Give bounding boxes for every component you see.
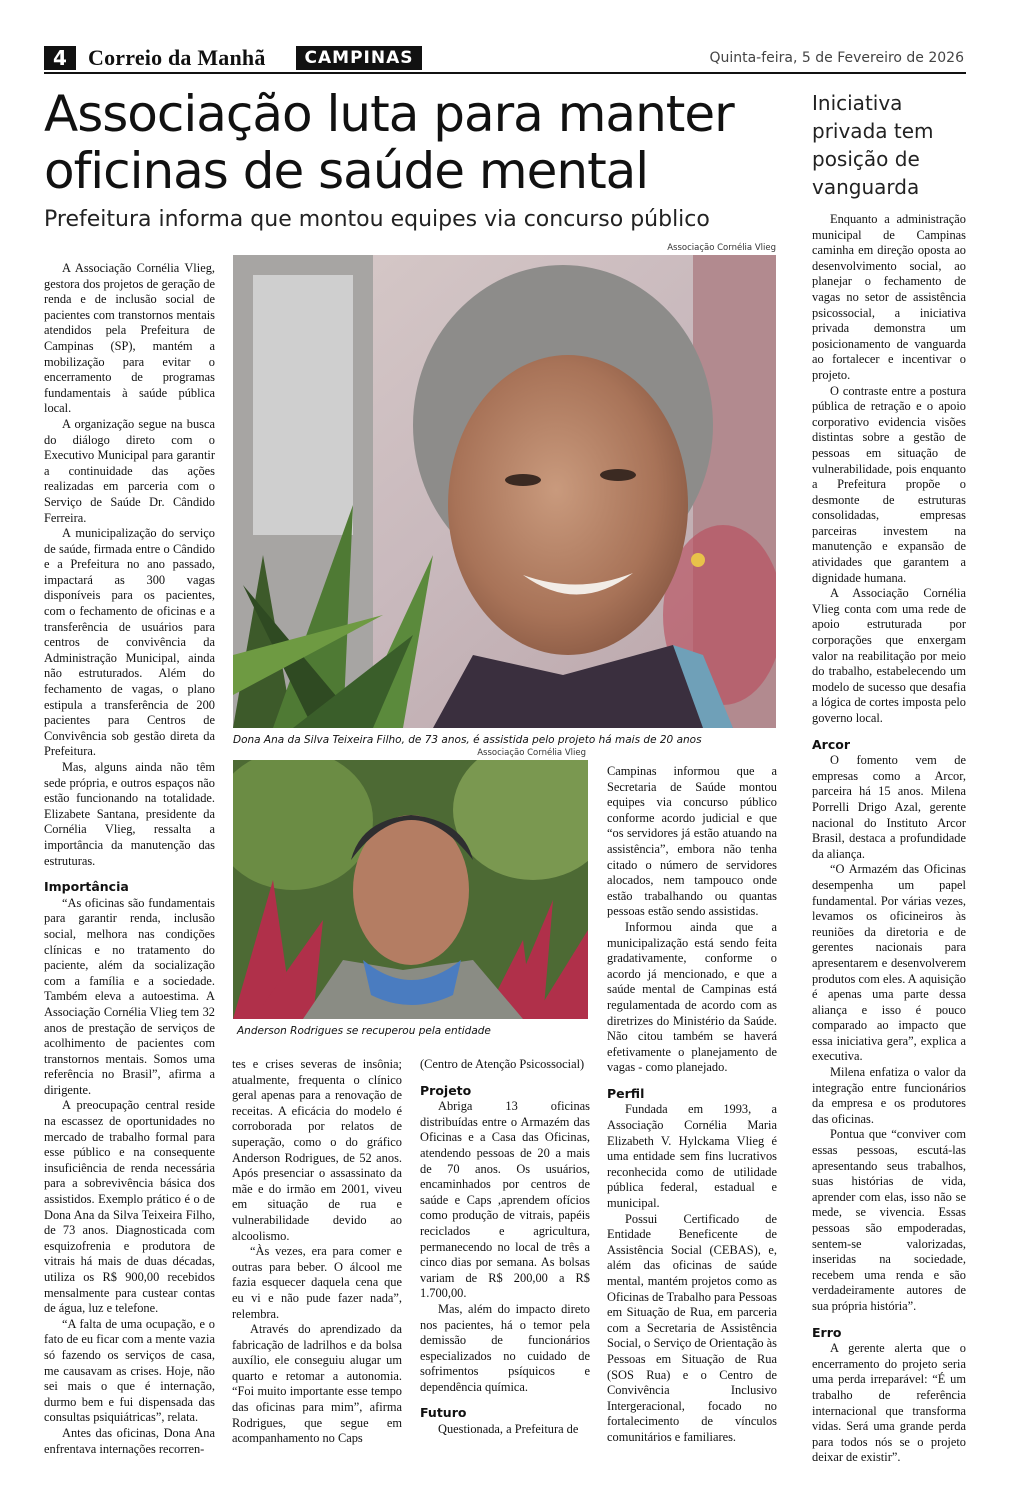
paragraph: Antes das oficinas, Dona Ana enfrentava internações recorren- (44, 1425, 215, 1456)
paragraph: Pontua que “conviver com essas pessoas, escutá-las apresentando seus trabalhos, suas histórias de vida, aprender com elas, isso não se mede, se vivencia. Essas pessoas são empoderadas, sentem-se valorizadas, inseridas na sociedade, recebem uma renda e são verdadeiramente autores de sua própria história”. (812, 1127, 966, 1313)
paragraph: A organização segue na busca do diálogo direto com o Executivo Municipal para garantir a continuidade das ações realizadas em parceria com o Serviço de Saúde Dr. Cândido Ferreira. (44, 416, 215, 525)
header-rule (44, 72, 966, 74)
paragraph: A gerente alerta que o encerramento do projeto seria uma perda irreparável: “É um trabalho de referência internacional que transforma vidas. Será uma grande perda para todos nós se o projeto deixar de existir”. (812, 1341, 966, 1465)
sidebar-headline: Iniciativa privada tem posição de vanguarda (812, 91, 934, 199)
article-subheadline: Prefeitura informa que montou equipes via concurso público (44, 207, 710, 232)
paragraph: Mas, alguns ainda não têm sede própria, e outros espaços não estão funcionando na totalidade. Elizabete Santana, presidente da Cornélia Vlieg, ressalta a importância da manutenção das estruturas. (44, 760, 215, 868)
main-photo-caption: Dona Ana da Silva Teixeira Filho, de 73 anos, é assistida pelo projeto há mais de 20 anos (233, 734, 702, 746)
paragraph: “O Armazém das Oficinas desempenha um papel fundamental. Por várias vezes, levamos os oficineiros às reuniões da diretoria e de gerentes nacionais para apresentarem e desenvolverem produtos com eles. A aquisição é apenas uma parte dessa aliança e isso é pouco comparado ao impacto que essa iniciativa gera”, explica a executiva. (812, 862, 966, 1064)
subheading-perfil: Perfil (607, 1085, 645, 1101)
paragraph: Mas, além do impacto direto nos pacientes, há o temor pela demissão de funcionários especializados no cuidado de sofrimentos psíquicos e dependência química. (420, 1301, 590, 1394)
paragraph: Através do aprendizado da fabricação de ladrilhos e da bolsa auxílio, ele conseguiu alugar um quarto e retomar a autonomia. “Foi muito importante esse tempo das oficinas para mim”, afirma Rodrigues, que segue em acompanhamento no Caps (232, 1322, 402, 1446)
paragraph: A preocupação central reside na escassez de oportunidades no mercado de trabalho formal para esse público e na consequente insuficiência de renda necessária para a sobrevivência básica dos assistidos. Exemplo prático é o de Dona Ana da Silva Teixeira Filho, de 73 anos. Diagnosticada com esquizofrenia e produtora de vitrais há mais de duas décadas, utiliza os R$ 900,00 recebidos mensalmente para custear contas de água, luz e telefone. (44, 1098, 215, 1316)
main-photo-credit: Associação Cornélia Vlieg (667, 243, 776, 253)
article-headline: Associação luta para manter oficinas de saúde mental (44, 85, 734, 200)
section-tag: CAMPINAS (296, 46, 422, 70)
paragraph: O fomento vem de empresas como a Arcor, parceira há 15 anos. Milena Porrelli Drigo Azal, gerente nacional do Instituto Arcor Brasil, destaca a profundidade da aliança. (812, 753, 966, 861)
subheading-importancia: Importância (44, 879, 129, 895)
article-column-1 (44, 261, 215, 1457)
paragraph: A municipalização do serviço de saúde, firmada entre o Cândido e a Prefeitura no ano passado, impactará as 300 vagas disponíveis para os pacientes, com o fechamento de oficinas e a transferência de usuários para centros de convivência da Administração Municipal, ainda não estruturados. Além do fechamento de vagas, o plano estipula a transferência de 200 pacientes para Centros de Convivência sob gestão direta da Prefeitura. (44, 526, 215, 759)
paragraph: Fundada em 1993, a Associação Cornélia Maria Elizabeth V. Hylckama Vlieg é uma entidade sem fins lucrativos reconhecida como de utilidade pública federal, estadual e municipal. (607, 1102, 777, 1211)
page-number: 4 (44, 46, 76, 70)
main-photo (233, 255, 776, 728)
newspaper-name: Correio da Manhã (88, 45, 266, 70)
paragraph: Abriga 13 oficinas distribuídas entre o Armazém das Oficinas e a Casa das Oficinas, atendendo pessoas de 20 a mais de 70 anos. Os usuários, encaminhados por centros de saúde e Caps ,aprendem ofícios como produção de vitrais, papéis reciclados e agricultura, permanecendo no local de três a cinco dias por semana. As bolsas variam de R$ 200,00 a R$ 1.700,00. (420, 1099, 590, 1301)
paragraph: A Associação Cornélia Vlieg, gestora dos projetos de geração de renda e de inclusão social de pacientes com transtornos mentais atendidos pela Prefeitura de Campinas (SP), mantém a mobilização para evitar o encerramento de programas fundamentais à saúde pública local. (44, 261, 215, 416)
second-photo-credit: Associação Cornélia Vlieg (477, 748, 586, 758)
subheading-erro: Erro (812, 1324, 842, 1340)
subheading-arcor: Arcor (812, 736, 851, 752)
article-column-2 (232, 1057, 402, 1447)
paragraph: Campinas informou que a Secretaria de Saúde montou equipes via concurso público conforme acordo judicial e que “os servidores já estão atuando na assistência”, embora não tenha citado o número de servidores alocados, nem tampouco onde estão trabalhando ou quantas pessoas estão sendo assistidas. (607, 764, 777, 919)
paragraph: O contraste entre a postura pública de retração e o apoio corporativo evidencia visões distintas sobre a gestão de pessoas em situação de vulnerabilidade, pois enquanto a Prefeitura propõe o desmonte de estruturas consolidadas, empresas parceiras investem na manutenção e expansão de atividades que garantem a dignidade humana. (812, 383, 966, 585)
paragraph: (Centro de Atenção Psicossocial) (420, 1057, 585, 1071)
second-photo-caption: Anderson Rodrigues se recuperou pela entidade (237, 1025, 491, 1037)
paragraph: Informou ainda que a municipalização está sendo feita gradativamente, conforme o acordo já mencionado, e que a saúde mental de Campinas está regulamentada de acordo com as diretrizes do Ministério da Saúde. Não citou também se haverá efetivamente o planejamento de vagas - como planejado. (607, 919, 777, 1075)
paragraph: A Associação Cornélia Vlieg conta com uma rede de apoio estruturada por corporações que enxergam valor na reabilitação por meio do trabalho, estabelecendo um modelo de sucesso que desafia a lógica de cortes imposta pelo governo local. (812, 586, 966, 725)
article-column-3 (420, 1057, 590, 1438)
paragraph: “Às vezes, era para comer e outras para beber. O álcool me fazia esquecer daquela cena que eu vi e não pude fazer nada”, relembra. (232, 1244, 402, 1321)
paragraph: Milena enfatiza o valor da integração entre funcionários da empresa e os produtores das oficinas. (812, 1065, 966, 1126)
issue-date: Quinta-feira, 5 de Fevereiro de 2026 (709, 50, 964, 66)
sidebar-column (812, 212, 966, 1466)
paragraph: Questionada, a Prefeitura de (438, 1422, 579, 1437)
second-photo (233, 760, 588, 1019)
article-column-4 (607, 764, 777, 1446)
subheading-futuro: Futuro (420, 1405, 467, 1421)
subheading-projeto: Projeto (420, 1082, 472, 1098)
paragraph: “A falta de uma ocupação, e o fato de eu ficar com a mente vazia só fazendo os serviços de casa, me causavam as crises. Hoje, não sei mais o que é internação, durmo bem e fui dispensada das consultas psiquiátricas”, relata. (44, 1316, 215, 1425)
paragraph: “As oficinas são fundamentais para garantir renda, inclusão social, melhora nas condições clínicas e no tratamento do paciente, além da socialização com a família e a sociedade. Também eleva a autoestima. A Associação Cornélia Vlieg tem 32 anos de prestação de serviços de acolhimento de pacientes com transtornos mentais. Somos uma referência no Brasil”, afirma a dirigente. (44, 895, 215, 1097)
paragraph: Possui Certificado de Entidade Beneficente de Assistência Social (CEBAS), e, além das oficinas de saúde mental, mantém projetos como as Oficinas de Trabalho para Pessoas em Situação de Rua, em parceria com a Secretaria de Assistência Social, o Serviço de Orientação às Pessoas em Situação de Rua (SOS Rua) e o Centro de Convivência Inclusivo Intergeracional, focado no fortalecimento de vínculos comunitários e familiares. (607, 1211, 777, 1444)
paragraph: Enquanto a administração municipal de Campinas caminha em direção oposta ao desenvolvimento social, ao planejar o fechamento de vagas no setor de assistência psicossocial, a iniciativa privada demonstra um posicionamento de vanguarda ao fortalecer e incentivar o projeto. (812, 212, 966, 382)
paragraph: tes e crises severas de insônia; atualmente, frequenta o clínico geral apenas para a renovação de receitas. A eficácia do modelo é corroborada por relatos de superação, como o do gráfico Anderson Rodrigues, de 52 anos. Após presenciar o assassinato da mãe e do irmão em 2001, viveu em situação de rua e vulnerabilidade devido ao alcoolismo. (232, 1057, 402, 1243)
